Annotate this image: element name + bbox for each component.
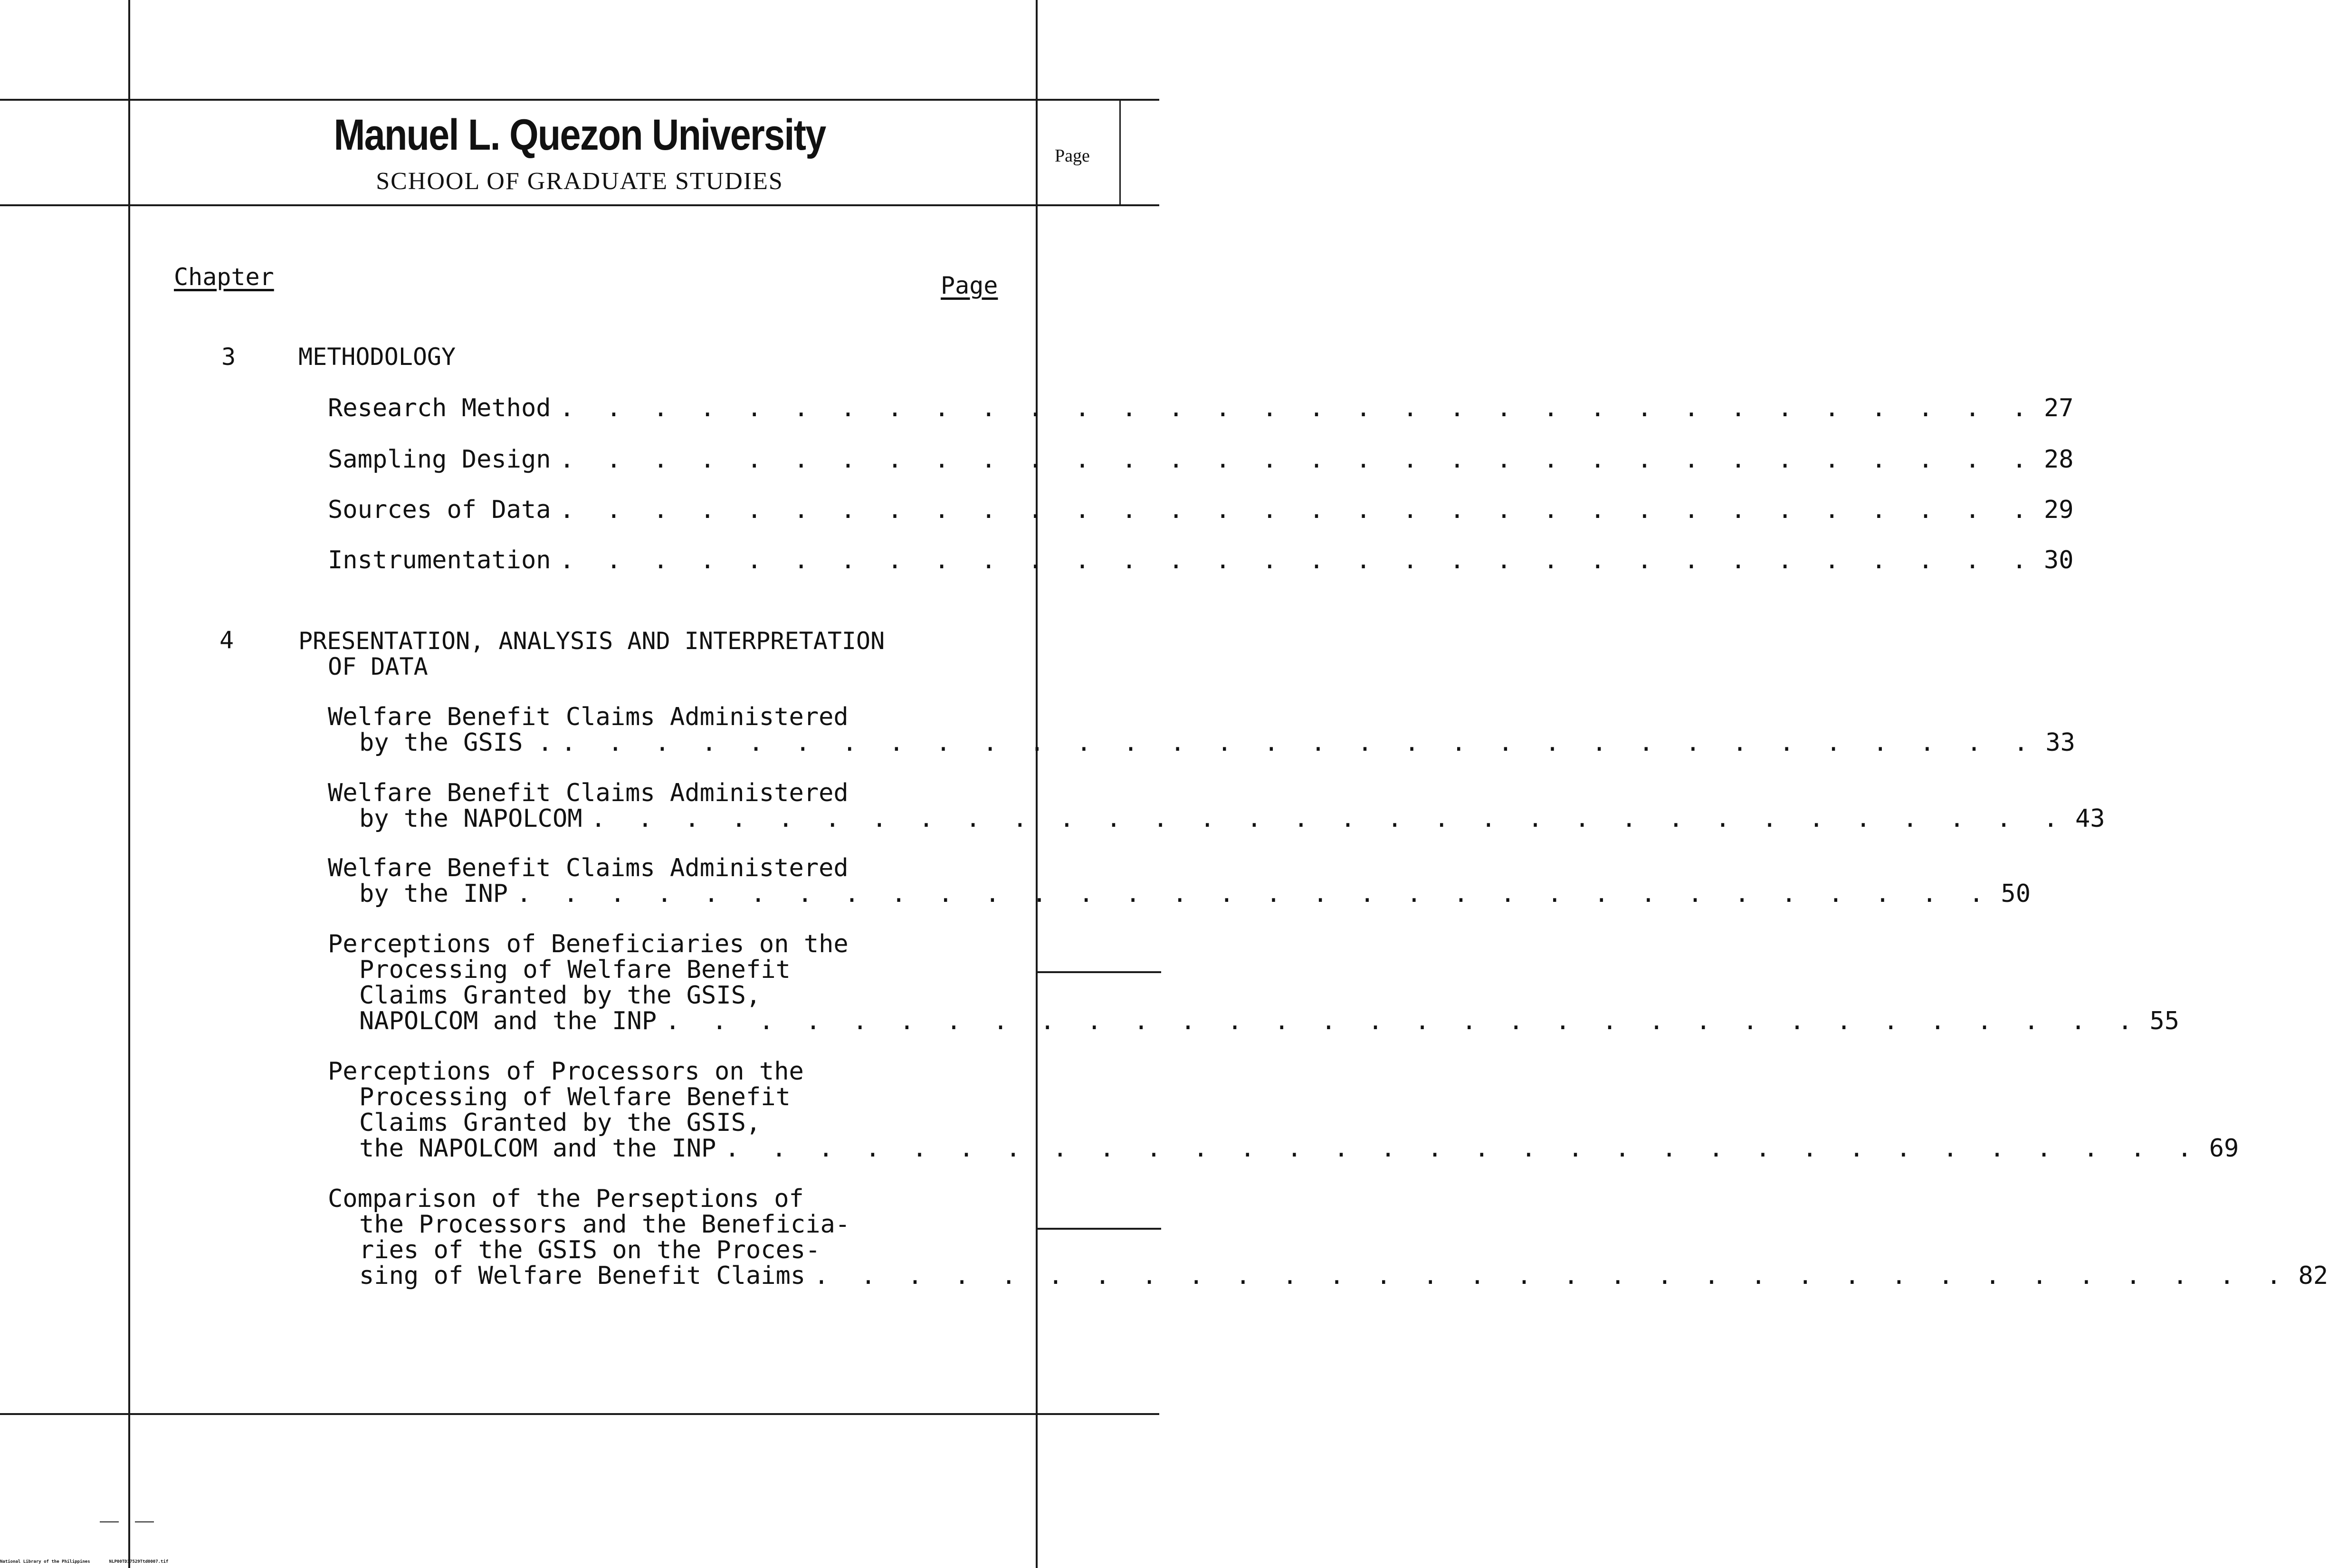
left-margin-rule (128, 0, 130, 1568)
entry-title: sing of Welfare Benefit Claims (359, 1262, 806, 1290)
chapter-title (298, 628, 885, 679)
toc-entry (328, 779, 2105, 833)
page-box-label: Page (1055, 146, 1090, 166)
toc-entry (328, 546, 2074, 574)
entry-page-number: 55 (2149, 1007, 2180, 1035)
entry-title: Sources of Data (328, 496, 551, 524)
page-column-header: Page (941, 272, 998, 299)
scan-filename: NLP00TD37529Ttd0007.tif (109, 1559, 169, 1564)
entry-page-number: 43 (2075, 804, 2105, 833)
entry-title: NAPOLCOM and the INP (359, 1007, 657, 1035)
entry-page-number: 82 (2298, 1262, 2328, 1290)
entry-title: Instrumentation (328, 546, 551, 574)
chapter-column-header: Chapter (174, 263, 274, 291)
entry-title-line: Claims Granted by the GSIS, (359, 981, 761, 1010)
chapter-title (298, 344, 456, 370)
dot-leader: . . . . . . . . . . . . . . . . . . . . . . . . . . . . . . . . (665, 1007, 2141, 1035)
entry-title-line: Perceptions of Beneficiaries on the (328, 930, 849, 958)
entry-title-line: Comparison of the Perseptions of (328, 1185, 804, 1213)
toc-entry (328, 703, 2075, 757)
toc-entry (328, 1057, 2239, 1163)
dot-leader: . . . . . . . . . . . . . . . . . . . . . . . . . . . . . . . . (591, 804, 2067, 833)
entry-page-number: 69 (2209, 1134, 2239, 1163)
dot-leader: . . . . . . . . . . . . . . . . . . . . . . . . . . . . . . . . (725, 1134, 2201, 1163)
chapter-number: 3 (221, 343, 236, 371)
chapter-title-line: PRESENTATION, ANALYSIS AND INTERPRETATION (298, 627, 885, 655)
footer-rule (0, 1413, 1159, 1415)
right-margin-rule (1036, 0, 1038, 1568)
page-box-rule (1119, 100, 1121, 205)
chapter-title-line: OF DATA (328, 653, 428, 680)
bottom-rule-fragment (135, 1521, 154, 1522)
chapter-number: 4 (219, 626, 234, 654)
side-rule-2 (1038, 1228, 1161, 1230)
dot-leader: . . . . . . . . . . . . . . . . . . . . . . . . . . . . . . . . (559, 394, 2035, 422)
side-rule-1 (1038, 971, 1161, 973)
entry-title: by the NAPOLCOM (359, 804, 582, 833)
entry-title-line: Welfare Benefit Claims Administered (328, 779, 849, 807)
entry-title-line: ries of the GSIS on the Proces- (359, 1236, 821, 1264)
header-bottom-rule (0, 204, 1159, 206)
entry-title-line: the Processors and the Beneficia- (359, 1210, 850, 1239)
dot-leader: . . . . . . . . . . . . . . . . . . . . . . . . . . . . . . . . (814, 1262, 2290, 1290)
entry-title-line: Processing of Welfare Benefit (359, 956, 791, 984)
entry-title: the NAPOLCOM and the INP (359, 1134, 716, 1163)
university-name: Manuel L. Quezon University (334, 111, 826, 159)
entry-title: by the GSIS . (359, 728, 553, 757)
toc-entry (328, 1185, 2328, 1290)
entry-page-number: 33 (2045, 728, 2075, 757)
chapter-title-line: METHODOLOGY (298, 343, 456, 371)
entry-page-number: 28 (2043, 445, 2074, 474)
entry-title-line: Claims Granted by the GSIS, (359, 1109, 761, 1137)
entry-page-number: 27 (2043, 394, 2074, 422)
entry-title: Sampling Design (328, 445, 551, 474)
dot-leader: . . . . . . . . . . . . . . . . . . . . . . . . . . . . . . . . (559, 496, 2035, 524)
dot-leader: . . . . . . . . . . . . . . . . . . . . . . . . . . . . . . . . (561, 728, 2037, 757)
toc-entry (328, 445, 2074, 474)
header-top-rule (0, 99, 1159, 101)
entry-title-line: Welfare Benefit Claims Administered (328, 703, 849, 731)
dot-leader: . . . . . . . . . . . . . . . . . . . . . . . . . . . . . . . . (559, 546, 2035, 574)
entry-title-line: Welfare Benefit Claims Administered (328, 854, 849, 882)
entry-page-number: 30 (2043, 546, 2074, 574)
scan-footer (0, 1559, 168, 1564)
dot-leader: . . . . . . . . . . . . . . . . . . . . . . . . . . . . . . . . (516, 880, 1993, 908)
entry-title-line: Processing of Welfare Benefit (359, 1083, 791, 1111)
toc-entry (328, 930, 2180, 1035)
toc-entry (328, 854, 2031, 908)
bottom-rule-fragment (100, 1521, 119, 1522)
library-credit: National Library of the Philippines (0, 1559, 90, 1564)
entry-title: by the INP (359, 880, 508, 908)
entry-page-number: 50 (2001, 880, 2031, 908)
school-name: SCHOOL OF GRADUATE STUDIES (376, 168, 783, 195)
entry-title: Research Method (328, 394, 551, 422)
entry-page-number: 29 (2043, 496, 2074, 524)
toc-entry (328, 496, 2074, 524)
dot-leader: . . . . . . . . . . . . . . . . . . . . . . . . . . . . . . . . (559, 445, 2035, 474)
toc-entry (328, 394, 2074, 422)
entry-title-line: Perceptions of Processors on the (328, 1057, 804, 1086)
